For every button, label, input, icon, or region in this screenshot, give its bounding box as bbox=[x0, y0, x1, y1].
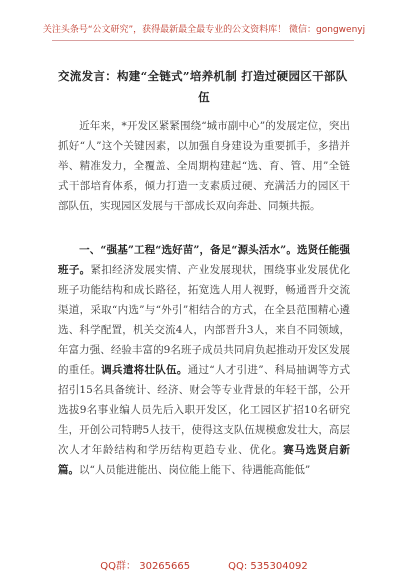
intro-paragraph bbox=[58, 116, 350, 216]
footer-qq-group: QQ群： 30265665 bbox=[100, 561, 191, 572]
section-one-text-1: 紧扣经济发展实情、产业发展现状，围绕事业发展优化班子功能结构和成长路径，拓宽选人用人视野，畅通晋升交流渠道，采取“内选”与“外引”相结合的方式，在全县范围精心遴选、科学配置，机关交流4人，内部晋升3人，来自不同领域，年富力强、经验丰富的9名班子成员共同肩负起推动开发区发展的重任。 bbox=[58, 264, 351, 376]
header-divider bbox=[52, 40, 354, 41]
section-one-text-2: 通过“人才引进”、科局抽调等方式招引15名具备统计、经济、财会等专业背景的年轻干部，公开选拔9名事业编人员先后入职开发区，化工园区扩招10名研究生，开创公司特聘5人技干，使得这支队伍规模愈发壮大，高层次人才年龄结构和学历结构更趋专业、优化。 bbox=[58, 364, 351, 456]
footer-contact bbox=[0, 557, 408, 572]
section-one-subheading-3: 赛马选贤启新篇。 bbox=[58, 444, 351, 476]
footer-qq: QQ: 535304092 bbox=[228, 561, 308, 572]
section-one-text-3: 以“人员能进能出、岗位能上能下、待遇能高能低” bbox=[79, 464, 311, 476]
section-one-paragraph bbox=[58, 240, 350, 480]
header-banner: 关注头条号“公文研究”，获得最新最全最专业的公文资料库！ 微信：gongwenyj bbox=[42, 25, 366, 35]
section-one-subheading-2: 调兵遣将壮队伍。 bbox=[101, 364, 188, 376]
document-title bbox=[58, 66, 350, 108]
intro-text: 近年来，*开发区紧紧围绕“城市副中心”的发展定位，突出抓好“人”这个关键因素，以加强自身建设为重要抓手，多措并举、精准发力，全覆盖、全周期构建起“选、育、管、用”全链式干部培育体系，倾力打造一支素质过硬、充满活力的园区干部队伍，实现园区发展与干部成长双向奔赴、同频共振。 bbox=[58, 120, 350, 212]
title-line-1: 交流发言：构建“全链式”培养机制 打造过硬园区干部队 bbox=[58, 69, 348, 83]
title-line-2: 伍 bbox=[198, 90, 210, 104]
section-one-heading: 一、“强基”工程“选好苗”，备足“源头活水”。选贤任能强班子。 bbox=[58, 244, 350, 276]
